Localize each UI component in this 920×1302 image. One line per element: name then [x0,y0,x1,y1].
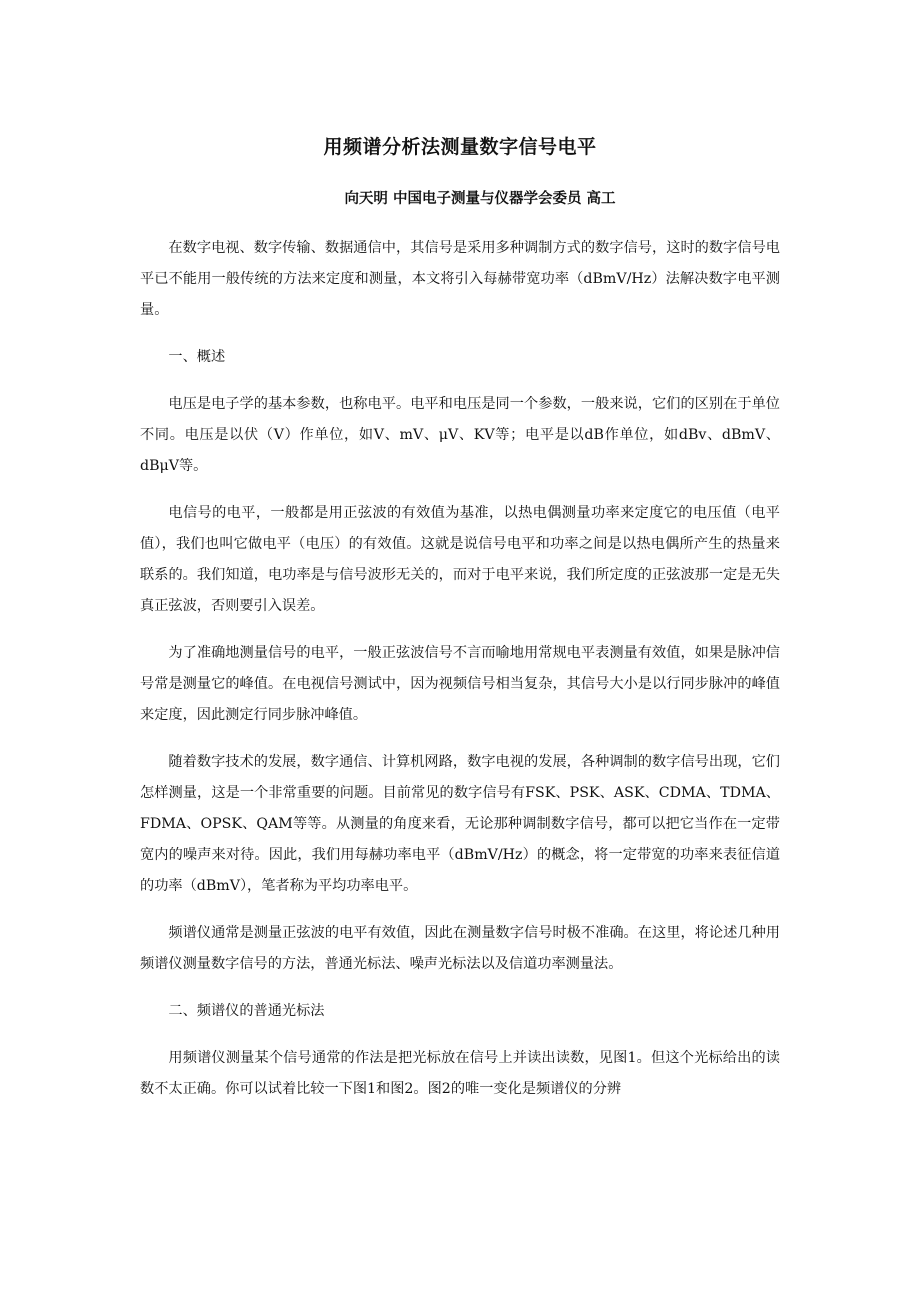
section-heading-marker-method: 二、频谱仪的普通光标法 [168,1003,325,1019]
section-heading-overview: 一、概述 [168,349,226,365]
author-byline: 向天明 中国电子测量与仪器学会委员 高工 [344,191,616,207]
body-paragraph: 用频谱仪测量某个信号通常的作法是把光标放在信号上并读出读数，见图1。但这个光标给出的读数不太正确。你可以试着比较一下图1和图2。图2的唯一变化是频谱仪的分辨 [140,1050,780,1097]
body-paragraph: 频谱仪通常是测量正弦波的电平有效值，因此在测量数字信号时极不准确。在这里，将论述几种用频谱仪测量数字信号的方法，普通光标法、噪声光标法以及信道功率测量法。 [140,925,780,972]
body-paragraph: 电压是电子学的基本参数，也称电平。电平和电压是同一个参数，一般来说，它们的区别在于单位不同。电压是以伏（V）作单位，如V、mV、μV、KV等；电平是以dB作单位，如dBv、dBmV、dBμV等。 [140,396,780,474]
body-paragraph: 随着数字技术的发展，数字通信、计算机网路，数字电视的发展，各种调制的数字信号出现，它们怎样测量，这是一个非常重要的问题。目前常见的数字信号有FSK、PSK、ASK、CDMA、TDMA、FDMA、OPSK、QAM等等。从测量的角度来看，无论那种调制数字信号，都可以把它当作在一定带宽内的噪声来对待。因此，我们用每赫功率电平（dBmV/Hz）的概念，将一定带宽的功率来表征信道的功率（dBmV），笔者称为平均功率电平。 [140,754,780,894]
intro-paragraph: 在数字电视、数字传输、数据通信中，其信号是采用多种调制方式的数字信号，这时的数字信号电平已不能用一般传统的方法来定度和测量，本文将引入每赫带宽功率（dBmV/Hz）法解决数字电平测量。 [140,240,780,318]
body-paragraph: 电信号的电平，一般都是用正弦波的有效值为基准，以热电偶测量功率来定度它的电压值（电平值），我们也叫它做电平（电压）的有效值。这就是说信号电平和功率之间是以热电偶所产生的热量来联系的。我们知道，电功率是与信号波形无关的，而对于电平来说，我们所定度的正弦波那一定是无失真正弦波，否则要引入误差。 [140,505,780,614]
document-body [140,233,780,1121]
document-title: 用频谱分析法测量数字信号电平 [323,136,597,158]
body-paragraph: 为了准确地测量信号的电平，一般正弦波信号不言而喻地用常规电平表测量有效值，如果是脉冲信号常是测量它的峰值。在电视信号测试中，因为视频信号相当复杂，其信号大小是以行同步脉冲的峰值来定度，因此测定行同步脉冲峰值。 [140,645,780,723]
